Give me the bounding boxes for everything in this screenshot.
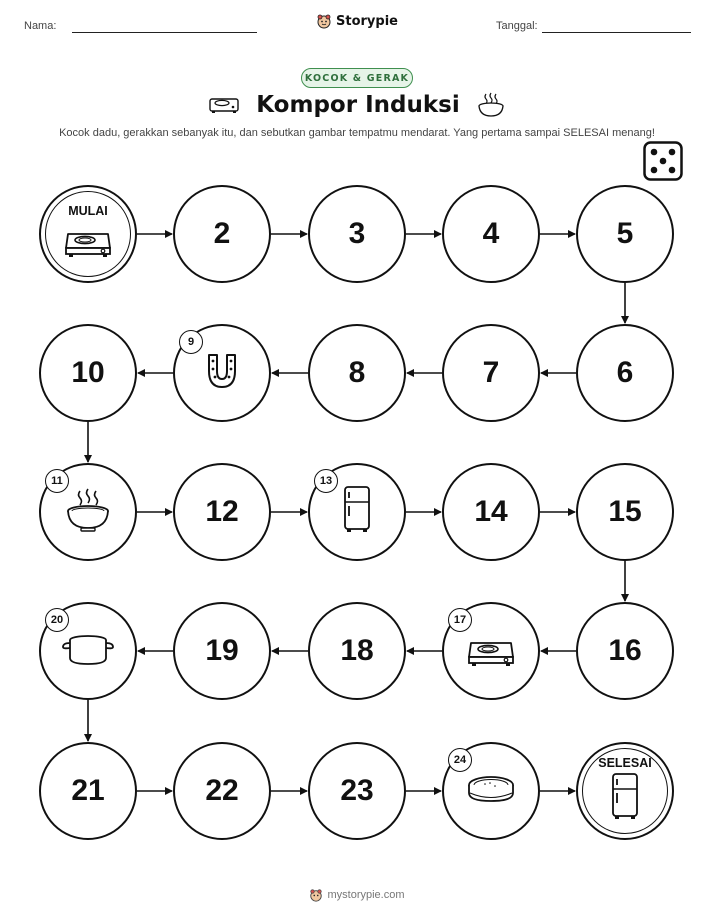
space-number-badge: 13 <box>314 469 338 493</box>
space-number: 7 <box>482 356 500 389</box>
footer-site: mystorypie.com <box>327 889 405 901</box>
space-number: 8 <box>348 356 366 389</box>
picture-space-24 <box>442 742 540 840</box>
cooking-pot-icon <box>60 629 116 673</box>
space-number: 21 <box>71 774 105 807</box>
space-number-badge: 20 <box>45 608 69 632</box>
picture-space-9 <box>173 324 271 422</box>
brand-name: Storypie <box>336 13 398 29</box>
number-space-23 <box>308 742 406 840</box>
space-number: 15 <box>608 495 642 528</box>
finish-label: SELESAI <box>598 756 652 770</box>
number-space-21 <box>39 742 137 840</box>
space-number-badge: 17 <box>448 608 472 632</box>
space-number: 3 <box>348 217 366 250</box>
soup-bowl-icon <box>63 487 113 537</box>
space-number: 16 <box>608 634 642 667</box>
number-space-2 <box>173 185 271 283</box>
number-space-6 <box>576 324 674 422</box>
pie-icon <box>465 771 517 811</box>
space-number: 5 <box>616 217 634 250</box>
number-space-22 <box>173 742 271 840</box>
number-space-19 <box>173 602 271 700</box>
start-label: MULAI <box>68 204 108 218</box>
number-space-3 <box>308 185 406 283</box>
start-space <box>39 185 137 283</box>
footer <box>0 888 714 902</box>
category-badge: KOCOK & GERAK <box>301 68 413 88</box>
space-number: 14 <box>474 495 508 528</box>
number-space-7 <box>442 324 540 422</box>
space-number: 23 <box>340 774 374 807</box>
horseshoe-icon <box>200 349 244 397</box>
finish-space <box>576 742 674 840</box>
space-number-badge: 9 <box>179 330 203 354</box>
storypie-mascot-small-icon <box>309 888 323 902</box>
space-number-badge: 11 <box>45 469 69 493</box>
induction-stove-icon <box>62 220 114 264</box>
induction-stove-icon <box>465 629 517 673</box>
space-number: 19 <box>205 634 239 667</box>
name-label: Nama: <box>24 20 57 32</box>
picture-space-11 <box>39 463 137 561</box>
date-label: Tanggal: <box>496 20 538 32</box>
space-number: 6 <box>616 356 634 389</box>
picture-space-20 <box>39 602 137 700</box>
space-number: 12 <box>205 495 239 528</box>
instructions: Kocok dadu, gerakkan sebanyak itu, dan sebutkan gambar tempatmu mendarat. Yang pertama sampai SELESAI menang! <box>59 127 655 139</box>
number-space-18 <box>308 602 406 700</box>
page-title: Kompor Induksi <box>256 92 460 118</box>
number-space-12 <box>173 463 271 561</box>
number-space-10 <box>39 324 137 422</box>
space-number: 4 <box>482 217 500 250</box>
number-space-16 <box>576 602 674 700</box>
refrigerator-icon <box>340 485 374 539</box>
space-number: 22 <box>205 774 239 807</box>
picture-space-17 <box>442 602 540 700</box>
space-number: 2 <box>213 217 231 250</box>
number-space-15 <box>576 463 674 561</box>
space-number-badge: 24 <box>448 748 472 772</box>
refrigerator-icon <box>608 772 642 826</box>
number-space-5 <box>576 185 674 283</box>
picture-space-13 <box>308 463 406 561</box>
number-space-8 <box>308 324 406 422</box>
number-space-14 <box>442 463 540 561</box>
space-number: 10 <box>71 356 105 389</box>
number-space-4 <box>442 185 540 283</box>
space-number: 18 <box>340 634 374 667</box>
